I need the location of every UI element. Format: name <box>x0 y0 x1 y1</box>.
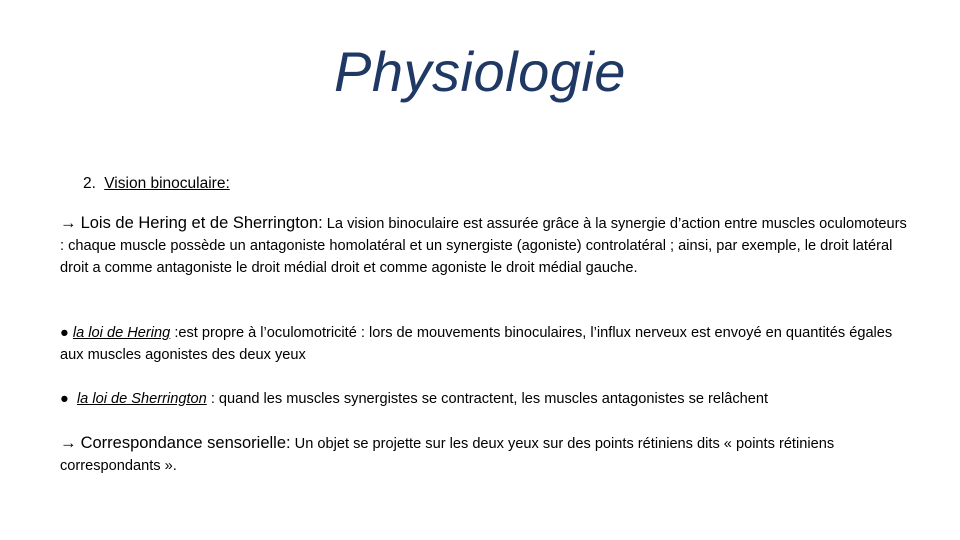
bullet-icon: ● <box>60 391 69 407</box>
paragraph-text: Un objet se projette sur les deux yeux sur des points rétiniens dits « points rétiniens correspondants ». <box>60 436 835 474</box>
section-number: 2. <box>83 175 96 192</box>
paragraph-text: : quand les muscles synergistes se contractent, les muscles antagonistes se relâchent <box>210 391 769 407</box>
term-hering: la loi de Hering <box>72 325 171 341</box>
paragraph-hering <box>60 322 910 366</box>
paragraph-correspondance <box>60 432 910 477</box>
bullet-icon: ● <box>60 325 69 341</box>
paragraph-text: La vision binoculaire est assurée grâce à la synergie d’action entre muscles oculomoteurs : chaque muscle possède un antagoniste homolatéral et un synergiste (agoniste) controlatéral ; ainsi, par exemple, le droit latéral droit a comme antagoniste le droit médial droit et comme agoniste le droit médial gauche. <box>60 216 907 276</box>
paragraph-lead: Correspondance sensorielle: <box>80 434 291 452</box>
section-heading-text: Vision binoculaire: <box>104 175 230 192</box>
paragraph-lead: Lois de Hering et de Sherrington: <box>80 214 323 232</box>
paragraph-hering-sherrington <box>60 212 910 279</box>
arrow-icon: → <box>60 434 77 452</box>
arrow-icon: → <box>60 214 77 232</box>
paragraph-sherrington <box>60 388 910 410</box>
section-heading <box>83 173 230 195</box>
page-title: Physiologie <box>334 40 626 103</box>
term-sherrington: la loi de Sherrington <box>76 391 207 407</box>
paragraph-text: :est propre à l’oculomotricité : lors de mouvements binoculaires, l’influx nerveux est envoyé en quantités égales aux muscles agonistes des deux yeux <box>60 325 893 363</box>
